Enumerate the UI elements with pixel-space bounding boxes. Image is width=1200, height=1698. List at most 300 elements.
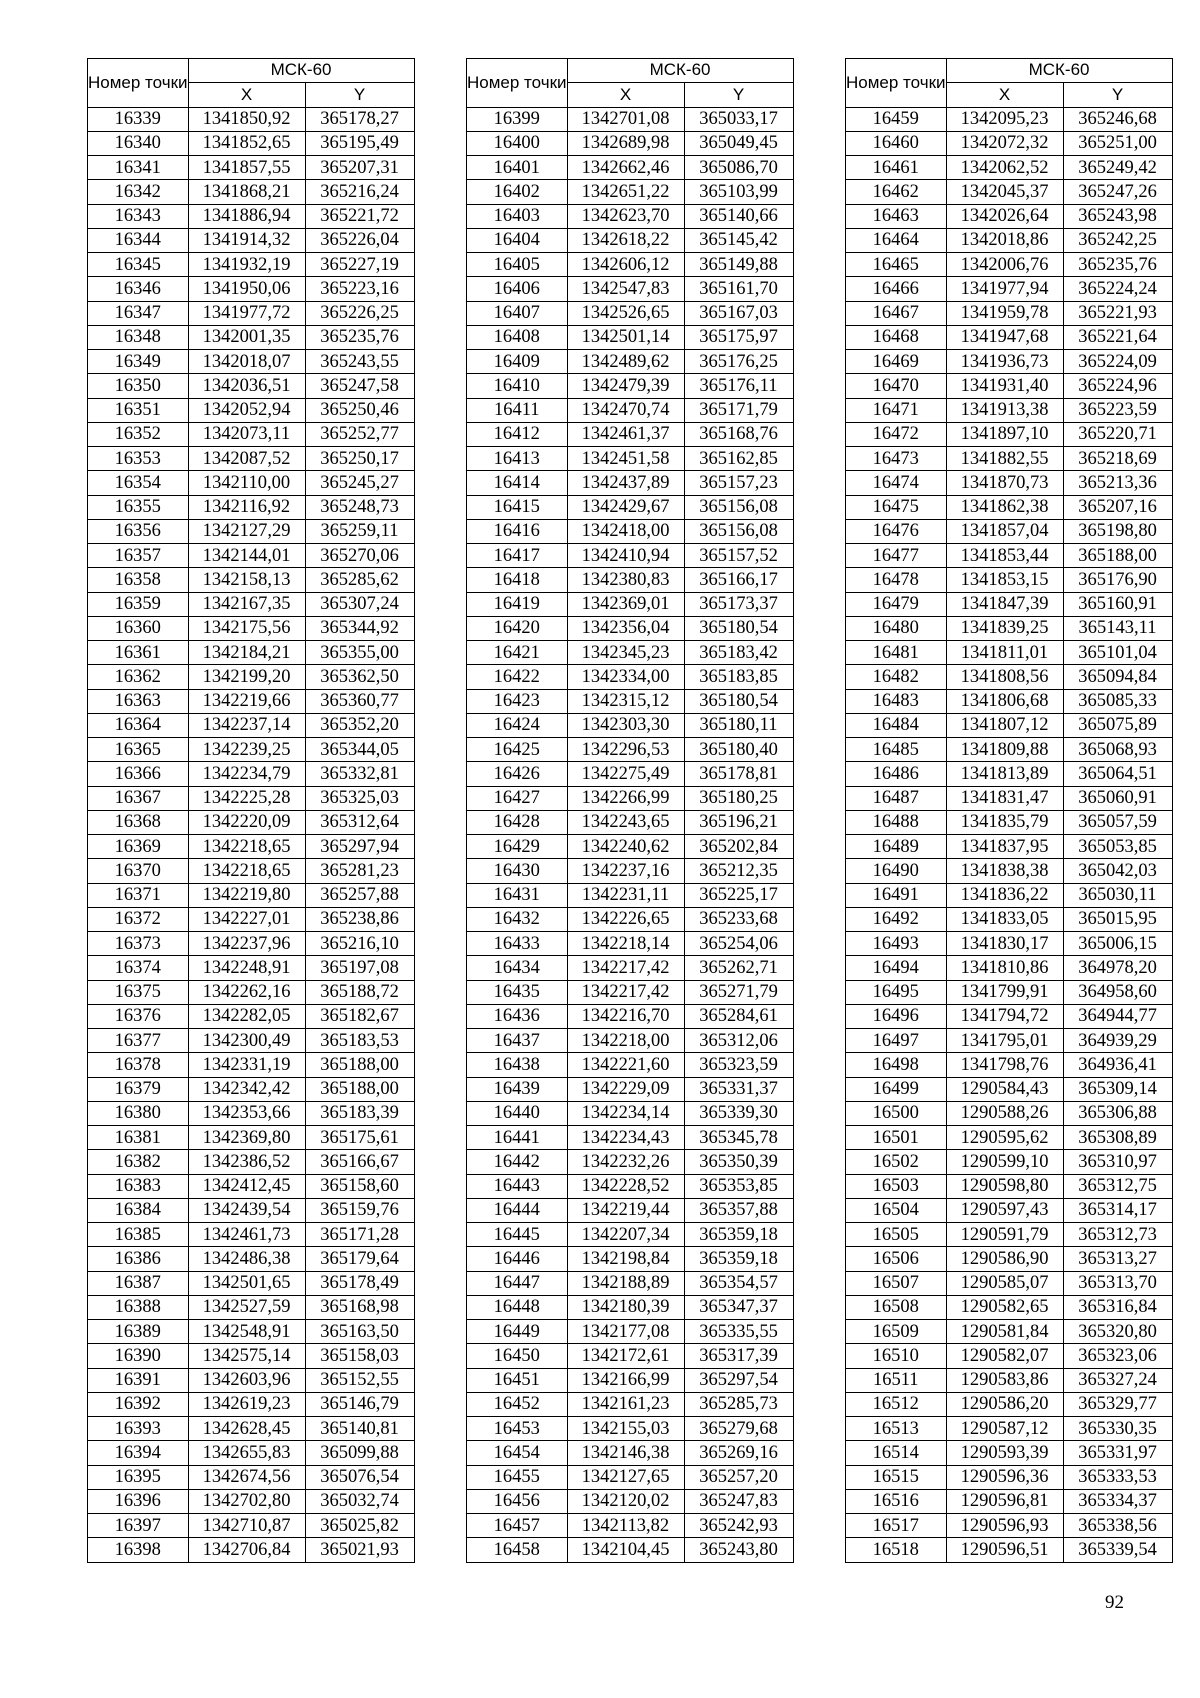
x-coordinate-cell: 1290597,43 — [946, 1198, 1063, 1222]
x-coordinate-cell: 1342146,38 — [567, 1441, 684, 1465]
x-coordinate-cell: 1342429,67 — [567, 495, 684, 519]
x-coordinate-cell: 1341830,17 — [946, 932, 1063, 956]
x-coordinate-cell: 1342606,12 — [567, 253, 684, 277]
table-row — [467, 204, 794, 228]
x-coordinate-cell: 1342418,00 — [567, 519, 684, 543]
table-row — [467, 253, 794, 277]
point-number-cell: 16402 — [467, 180, 568, 204]
y-coordinate-cell: 365176,90 — [1063, 568, 1172, 592]
point-number-cell: 16350 — [88, 374, 189, 398]
table-row — [88, 616, 415, 640]
x-coordinate-cell: 1342437,89 — [567, 471, 684, 495]
table-row — [88, 544, 415, 568]
y-coordinate-cell: 365188,00 — [305, 1053, 414, 1077]
point-number-cell: 16498 — [846, 1053, 947, 1077]
x-coordinate-cell: 1342461,37 — [567, 422, 684, 446]
point-number-cell: 16361 — [88, 641, 189, 665]
y-coordinate-cell: 365140,66 — [684, 204, 793, 228]
x-coordinate-cell: 1342237,14 — [188, 713, 305, 737]
y-coordinate-cell: 365057,59 — [1063, 810, 1172, 834]
point-number-cell: 16472 — [846, 422, 947, 446]
x-coordinate-cell: 1342217,42 — [567, 956, 684, 980]
x-coordinate-cell: 1290596,93 — [946, 1514, 1063, 1538]
y-coordinate-cell: 365162,85 — [684, 447, 793, 471]
y-coordinate-cell: 365094,84 — [1063, 665, 1172, 689]
point-number-cell: 16433 — [467, 932, 568, 956]
point-number-cell: 16424 — [467, 713, 568, 737]
y-coordinate-cell: 365359,18 — [684, 1247, 793, 1271]
x-coordinate-cell: 1290591,79 — [946, 1223, 1063, 1247]
x-coordinate-cell: 1341810,86 — [946, 956, 1063, 980]
point-number-cell: 16432 — [467, 907, 568, 931]
x-coordinate-cell: 1342113,82 — [567, 1514, 684, 1538]
point-number-cell: 16385 — [88, 1223, 189, 1247]
y-coordinate-cell: 365243,80 — [684, 1538, 793, 1562]
point-number-cell: 16481 — [846, 641, 947, 665]
table-row — [467, 156, 794, 180]
x-coordinate-cell: 1341837,95 — [946, 835, 1063, 859]
table-row — [88, 956, 415, 980]
table-row — [846, 641, 1173, 665]
y-coordinate-cell: 365180,25 — [684, 786, 793, 810]
point-number-cell: 16370 — [88, 859, 189, 883]
y-coordinate-cell: 364978,20 — [1063, 956, 1172, 980]
point-number-cell: 16450 — [467, 1344, 568, 1368]
point-number-cell: 16392 — [88, 1392, 189, 1416]
x-coordinate-cell: 1342234,14 — [567, 1101, 684, 1125]
table-row — [846, 1101, 1173, 1125]
point-number-cell: 16400 — [467, 131, 568, 155]
table-row — [467, 519, 794, 543]
x-coordinate-cell: 1342334,00 — [567, 665, 684, 689]
point-number-cell: 16426 — [467, 762, 568, 786]
y-coordinate-cell: 365357,88 — [684, 1198, 793, 1222]
y-coordinate-cell: 365235,76 — [1063, 253, 1172, 277]
table-row — [467, 1150, 794, 1174]
table-row — [467, 544, 794, 568]
y-coordinate-cell: 365195,49 — [305, 131, 414, 155]
y-coordinate-cell: 365307,24 — [305, 592, 414, 616]
x-coordinate-cell: 1342369,80 — [188, 1126, 305, 1150]
y-coordinate-cell: 365060,91 — [1063, 786, 1172, 810]
table-row — [846, 156, 1173, 180]
table-row — [467, 1344, 794, 1368]
point-number-cell: 16475 — [846, 495, 947, 519]
y-coordinate-cell: 365331,97 — [1063, 1441, 1172, 1465]
point-number-cell: 16366 — [88, 762, 189, 786]
point-number-cell: 16391 — [88, 1368, 189, 1392]
point-number-cell: 16478 — [846, 568, 947, 592]
point-number-cell: 16439 — [467, 1077, 568, 1101]
y-coordinate-cell: 365006,15 — [1063, 932, 1172, 956]
table-row — [846, 1465, 1173, 1489]
y-coordinate-cell: 365159,76 — [305, 1198, 414, 1222]
y-coordinate-cell: 365316,84 — [1063, 1295, 1172, 1319]
x-coordinate-cell: 1342166,99 — [567, 1368, 684, 1392]
x-coordinate-cell: 1342104,45 — [567, 1538, 684, 1562]
x-coordinate-cell: 1290593,39 — [946, 1441, 1063, 1465]
table-row — [846, 1126, 1173, 1150]
x-coordinate-cell: 1341798,76 — [946, 1053, 1063, 1077]
x-coordinate-cell: 1341839,25 — [946, 616, 1063, 640]
x-coordinate-cell: 1342120,02 — [567, 1489, 684, 1513]
y-coordinate-cell: 365103,99 — [684, 180, 793, 204]
y-coordinate-cell: 365075,89 — [1063, 713, 1172, 737]
table-row — [846, 1538, 1173, 1562]
x-coordinate-cell: 1342710,87 — [188, 1514, 305, 1538]
table-row — [467, 107, 794, 131]
y-coordinate-cell: 365212,35 — [684, 859, 793, 883]
x-coordinate-cell: 1342226,65 — [567, 907, 684, 931]
point-number-cell: 16408 — [467, 325, 568, 349]
x-coordinate-cell: 1341977,94 — [946, 277, 1063, 301]
x-coordinate-cell: 1290595,62 — [946, 1126, 1063, 1150]
y-coordinate-cell: 365180,11 — [684, 713, 793, 737]
table-row — [88, 1223, 415, 1247]
table-row — [846, 689, 1173, 713]
y-coordinate-cell: 365246,68 — [1063, 107, 1172, 131]
y-coordinate-cell: 365216,24 — [305, 180, 414, 204]
x-coordinate-cell: 1341836,22 — [946, 883, 1063, 907]
point-number-cell: 16389 — [88, 1320, 189, 1344]
point-number-cell: 16493 — [846, 932, 947, 956]
table-row — [467, 1392, 794, 1416]
table-row — [88, 131, 415, 155]
table-row — [846, 471, 1173, 495]
table-row — [846, 1514, 1173, 1538]
point-number-cell: 16477 — [846, 544, 947, 568]
x-coordinate-cell: 1342217,42 — [567, 980, 684, 1004]
x-coordinate-cell: 1341852,65 — [188, 131, 305, 155]
x-coordinate-cell: 1342158,13 — [188, 568, 305, 592]
y-coordinate-cell: 365327,24 — [1063, 1368, 1172, 1392]
y-coordinate-cell: 365140,81 — [305, 1417, 414, 1441]
table-row — [467, 1101, 794, 1125]
x-coordinate-cell: 1342526,65 — [567, 301, 684, 325]
table-row — [88, 228, 415, 252]
table-row — [846, 592, 1173, 616]
point-number-cell: 16464 — [846, 228, 947, 252]
x-coordinate-cell: 1341807,12 — [946, 713, 1063, 737]
table-row — [88, 907, 415, 931]
point-number-cell: 16371 — [88, 883, 189, 907]
x-coordinate-cell: 1342266,99 — [567, 786, 684, 810]
point-number-cell: 16476 — [846, 519, 947, 543]
y-coordinate-cell: 365257,88 — [305, 883, 414, 907]
y-coordinate-cell: 365207,16 — [1063, 495, 1172, 519]
y-coordinate-cell: 365310,97 — [1063, 1150, 1172, 1174]
y-coordinate-cell: 365245,27 — [305, 471, 414, 495]
table-row — [846, 277, 1173, 301]
point-number-cell: 16514 — [846, 1441, 947, 1465]
point-number-cell: 16510 — [846, 1344, 947, 1368]
x-coordinate-cell: 1290581,84 — [946, 1320, 1063, 1344]
point-number-cell: 16373 — [88, 932, 189, 956]
table-row — [88, 180, 415, 204]
table-row — [467, 301, 794, 325]
y-coordinate-cell: 365157,52 — [684, 544, 793, 568]
point-number-cell: 16471 — [846, 398, 947, 422]
x-coordinate-cell: 1342045,37 — [946, 180, 1063, 204]
table-row — [88, 641, 415, 665]
point-number-cell: 16455 — [467, 1465, 568, 1489]
point-number-cell: 16513 — [846, 1417, 947, 1441]
y-coordinate-cell: 365216,10 — [305, 932, 414, 956]
table-row — [88, 1247, 415, 1271]
y-coordinate-cell: 365243,55 — [305, 350, 414, 374]
x-coordinate-cell: 1342353,66 — [188, 1101, 305, 1125]
y-coordinate-cell: 365175,61 — [305, 1126, 414, 1150]
y-coordinate-cell: 365323,06 — [1063, 1344, 1172, 1368]
point-number-cell: 16496 — [846, 1004, 947, 1028]
x-coordinate-cell: 1342218,14 — [567, 932, 684, 956]
y-coordinate-cell: 365355,00 — [305, 641, 414, 665]
y-coordinate-cell: 365166,67 — [305, 1150, 414, 1174]
x-coordinate-cell: 1342026,64 — [946, 204, 1063, 228]
y-coordinate-cell: 365226,04 — [305, 228, 414, 252]
y-header: Y — [305, 83, 414, 107]
x-coordinate-cell: 1342655,83 — [188, 1441, 305, 1465]
y-coordinate-cell: 365180,54 — [684, 689, 793, 713]
point-number-cell: 16469 — [846, 350, 947, 374]
table-row — [846, 738, 1173, 762]
x-coordinate-cell: 1342228,52 — [567, 1174, 684, 1198]
point-number-cell: 16407 — [467, 301, 568, 325]
table-row — [88, 835, 415, 859]
y-coordinate-cell: 365269,16 — [684, 1441, 793, 1465]
crs-header: МСК-60 — [946, 59, 1172, 83]
y-coordinate-cell: 365242,93 — [684, 1514, 793, 1538]
table-row — [88, 762, 415, 786]
y-coordinate-cell: 365178,81 — [684, 762, 793, 786]
y-coordinate-cell: 365335,55 — [684, 1320, 793, 1344]
y-coordinate-cell: 365235,76 — [305, 325, 414, 349]
x-coordinate-cell: 1342229,09 — [567, 1077, 684, 1101]
y-coordinate-cell: 365227,19 — [305, 253, 414, 277]
x-coordinate-cell: 1341857,55 — [188, 156, 305, 180]
y-coordinate-cell: 365064,51 — [1063, 762, 1172, 786]
y-coordinate-cell: 365221,93 — [1063, 301, 1172, 325]
y-coordinate-cell: 365183,53 — [305, 1029, 414, 1053]
y-coordinate-cell: 365306,88 — [1063, 1101, 1172, 1125]
point-number-header: Номер точки — [88, 59, 189, 108]
y-coordinate-cell: 365344,05 — [305, 738, 414, 762]
x-coordinate-cell: 1342701,08 — [567, 107, 684, 131]
x-coordinate-cell: 1342172,61 — [567, 1344, 684, 1368]
table-row — [88, 1271, 415, 1295]
x-coordinate-cell: 1342219,66 — [188, 689, 305, 713]
point-number-cell: 16421 — [467, 641, 568, 665]
point-number-cell: 16458 — [467, 1538, 568, 1562]
y-coordinate-cell: 365226,25 — [305, 301, 414, 325]
y-coordinate-cell: 365178,49 — [305, 1271, 414, 1295]
y-coordinate-cell: 365178,27 — [305, 107, 414, 131]
x-coordinate-cell: 1342073,11 — [188, 422, 305, 446]
x-coordinate-cell: 1341806,68 — [946, 689, 1063, 713]
x-coordinate-cell: 1342331,19 — [188, 1053, 305, 1077]
point-number-cell: 16357 — [88, 544, 189, 568]
point-number-cell: 16340 — [88, 131, 189, 155]
crs-header: МСК-60 — [188, 59, 414, 83]
point-number-header: Номер точки — [467, 59, 568, 108]
y-coordinate-cell: 365225,17 — [684, 883, 793, 907]
x-coordinate-cell: 1342227,01 — [188, 907, 305, 931]
point-number-cell: 16515 — [846, 1465, 947, 1489]
y-coordinate-cell: 365339,30 — [684, 1101, 793, 1125]
x-coordinate-cell: 1342110,00 — [188, 471, 305, 495]
point-number-cell: 16381 — [88, 1126, 189, 1150]
x-coordinate-cell: 1341857,04 — [946, 519, 1063, 543]
y-coordinate-cell: 365146,79 — [305, 1392, 414, 1416]
coordinates-table-2 — [466, 58, 794, 1563]
table-row — [88, 1101, 415, 1125]
y-coordinate-cell: 365297,54 — [684, 1368, 793, 1392]
table-row — [88, 519, 415, 543]
x-coordinate-cell: 1341897,10 — [946, 422, 1063, 446]
table-row — [88, 980, 415, 1004]
point-number-cell: 16351 — [88, 398, 189, 422]
table-row — [467, 1029, 794, 1053]
point-number-cell: 16353 — [88, 447, 189, 471]
x-coordinate-cell: 1342087,52 — [188, 447, 305, 471]
table-row — [88, 398, 415, 422]
y-coordinate-cell: 365332,81 — [305, 762, 414, 786]
table-row — [88, 1417, 415, 1441]
table-row — [88, 1514, 415, 1538]
point-number-cell: 16489 — [846, 835, 947, 859]
point-number-cell: 16509 — [846, 1320, 947, 1344]
point-number-cell: 16416 — [467, 519, 568, 543]
x-coordinate-cell: 1342410,94 — [567, 544, 684, 568]
table-row — [88, 810, 415, 834]
point-number-cell: 16442 — [467, 1150, 568, 1174]
table-row — [846, 1150, 1173, 1174]
point-number-cell: 16517 — [846, 1514, 947, 1538]
x-coordinate-cell: 1341795,01 — [946, 1029, 1063, 1053]
table-row — [88, 422, 415, 446]
point-number-cell: 16422 — [467, 665, 568, 689]
point-number-cell: 16484 — [846, 713, 947, 737]
y-coordinate-cell: 365145,42 — [684, 228, 793, 252]
y-coordinate-cell: 365323,59 — [684, 1053, 793, 1077]
point-number-cell: 16383 — [88, 1174, 189, 1198]
table-row — [88, 689, 415, 713]
table-row — [467, 1247, 794, 1271]
coordinates-table-3 — [845, 58, 1173, 1563]
x-coordinate-cell: 1342662,46 — [567, 156, 684, 180]
point-number-cell: 16419 — [467, 592, 568, 616]
table-row — [467, 131, 794, 155]
y-coordinate-cell: 365157,23 — [684, 471, 793, 495]
table-row — [846, 956, 1173, 980]
x-coordinate-cell: 1342618,22 — [567, 228, 684, 252]
x-coordinate-cell: 1342116,92 — [188, 495, 305, 519]
table-row — [846, 350, 1173, 374]
x-coordinate-cell: 1341868,21 — [188, 180, 305, 204]
x-coordinate-cell: 1342501,65 — [188, 1271, 305, 1295]
table-row — [467, 495, 794, 519]
table-row — [88, 277, 415, 301]
table-row — [846, 1489, 1173, 1513]
table-row — [88, 1053, 415, 1077]
point-number-cell: 16396 — [88, 1489, 189, 1513]
point-number-cell: 16343 — [88, 204, 189, 228]
table-row — [88, 495, 415, 519]
point-number-cell: 16467 — [846, 301, 947, 325]
point-number-cell: 16360 — [88, 616, 189, 640]
point-number-cell: 16356 — [88, 519, 189, 543]
y-coordinate-cell: 365247,83 — [684, 1489, 793, 1513]
table-row — [846, 883, 1173, 907]
table-row — [846, 325, 1173, 349]
y-coordinate-cell: 365182,67 — [305, 1004, 414, 1028]
page-number: 92 — [1105, 1592, 1124, 1613]
x-coordinate-cell: 1342303,30 — [567, 713, 684, 737]
table-row — [88, 1368, 415, 1392]
y-header: Y — [1063, 83, 1172, 107]
table-body — [467, 107, 794, 1562]
point-number-cell: 16382 — [88, 1150, 189, 1174]
table-row — [88, 1150, 415, 1174]
y-coordinate-cell: 365183,42 — [684, 641, 793, 665]
y-coordinate-cell: 365312,64 — [305, 810, 414, 834]
y-coordinate-cell: 365313,27 — [1063, 1247, 1172, 1271]
table-row — [88, 738, 415, 762]
x-coordinate-cell: 1341847,39 — [946, 592, 1063, 616]
point-number-cell: 16465 — [846, 253, 947, 277]
table-row — [467, 325, 794, 349]
x-coordinate-cell: 1342240,62 — [567, 835, 684, 859]
point-number-cell: 16387 — [88, 1271, 189, 1295]
x-coordinate-cell: 1341831,47 — [946, 786, 1063, 810]
y-coordinate-cell: 365285,73 — [684, 1392, 793, 1416]
point-number-cell: 16479 — [846, 592, 947, 616]
x-coordinate-cell: 1342706,84 — [188, 1538, 305, 1562]
table-row — [846, 1029, 1173, 1053]
table-row — [88, 592, 415, 616]
point-number-cell: 16425 — [467, 738, 568, 762]
y-coordinate-cell: 365207,31 — [305, 156, 414, 180]
point-number-cell: 16380 — [88, 1101, 189, 1125]
point-number-cell: 16463 — [846, 204, 947, 228]
table-row — [88, 883, 415, 907]
point-number-cell: 16445 — [467, 1223, 568, 1247]
table-row — [467, 1368, 794, 1392]
x-coordinate-cell: 1342674,56 — [188, 1465, 305, 1489]
x-coordinate-cell: 1342548,91 — [188, 1320, 305, 1344]
coordinates-table-1 — [87, 58, 415, 1563]
x-coordinate-cell: 1341931,40 — [946, 374, 1063, 398]
table-row — [846, 810, 1173, 834]
table-row — [846, 107, 1173, 131]
table-row — [467, 1223, 794, 1247]
y-coordinate-cell: 365179,64 — [305, 1247, 414, 1271]
y-coordinate-cell: 365188,72 — [305, 980, 414, 1004]
y-coordinate-cell: 365285,62 — [305, 568, 414, 592]
x-coordinate-cell: 1342144,01 — [188, 544, 305, 568]
table-row — [846, 835, 1173, 859]
y-coordinate-cell: 365176,11 — [684, 374, 793, 398]
x-coordinate-cell: 1290599,10 — [946, 1150, 1063, 1174]
point-number-cell: 16359 — [88, 592, 189, 616]
point-number-cell: 16401 — [467, 156, 568, 180]
x-coordinate-cell: 1342239,25 — [188, 738, 305, 762]
x-coordinate-cell: 1342342,42 — [188, 1077, 305, 1101]
point-number-cell: 16394 — [88, 1441, 189, 1465]
point-number-cell: 16434 — [467, 956, 568, 980]
x-coordinate-cell: 1342225,28 — [188, 786, 305, 810]
table-row — [88, 1295, 415, 1319]
